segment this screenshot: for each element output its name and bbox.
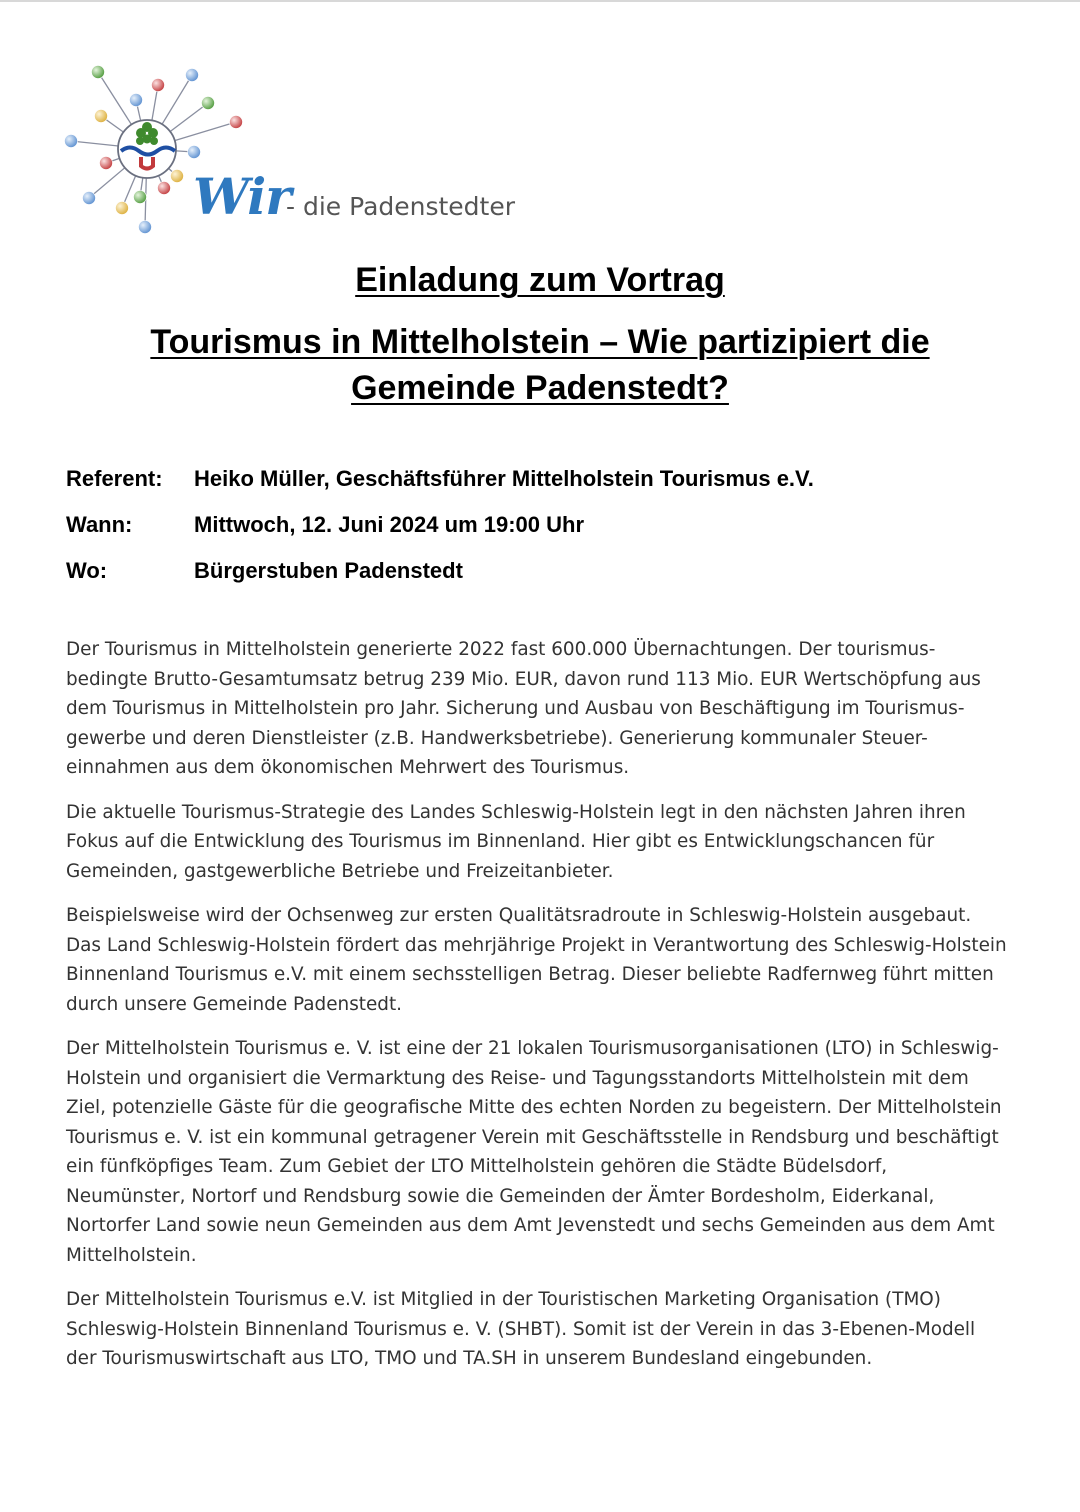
text-line: Der Mittelholstein Tourismus e.V. ist Mitglied in der Touristischen Marketing Organisation (TMO) (66, 1289, 941, 1310)
detail-label: Referent: (66, 466, 163, 491)
logo-tagline: - die Padenstedter (286, 192, 516, 221)
text-line: Das Land Schleswig-Holstein fördert das mehrjährige Projekt in Verantwortung des Schleswig-Holstein (66, 934, 1007, 956)
detail-label: Wann: (66, 512, 133, 537)
detail-row-speaker (66, 456, 1026, 502)
text-line: Die aktuelle Tourismus-Strategie des Landes Schleswig-Holstein legt in den nächsten Jahren ihren (66, 801, 966, 823)
talk-title-line-1: Tourismus in Mittelholstein – Wie partizipiert die (150, 323, 930, 361)
text-line: Fokus auf die Entwicklung des Tourismus im Binnenland. Hier gibt es Entwicklungschancen für (66, 831, 935, 852)
detail-value: Mittwoch, 12. Juni 2024 um 19:00 Uhr (194, 512, 585, 537)
text-line: Der Tourismus in Mittelholstein generierte 2022 fast 600.000 Übernachtungen. Der tourismus- (66, 639, 936, 660)
detail-value: Bürgerstuben Padenstedt (194, 558, 463, 583)
text-line: Beispielsweise wird der Ochsenweg zur ersten Qualitätsradroute in Schleswig-Holstein ausgebaut. (66, 905, 972, 926)
invitation-heading: Einladung zum Vortrag (355, 261, 725, 299)
detail-row-when (66, 502, 1026, 548)
logo (60, 60, 530, 245)
paragraph-1 (66, 635, 1021, 783)
text-line: der Tourismuswirtschaft aus LTO, TMO und TA.SH in unserem Bundesland eingebunden. (66, 1348, 873, 1369)
text-line: einnahmen aus dem ökonomischen Mehrwert des Tourismus. (66, 757, 630, 778)
talk-title-line-2: Gemeinde Padenstedt? (351, 369, 729, 407)
paragraph-2 (66, 798, 1021, 887)
logo-wordmark: Wir (193, 167, 291, 226)
text-line: Tourismus e. V. ist ein kommunal getragener Verein mit Geschäftsstelle in Rendsburg und beschäftigt (66, 1126, 999, 1148)
text-line: Gemeinden, gastgewerbliche Betriebe und Freizeitanbieter. (66, 860, 614, 882)
text-line: ein fünfköpfiges Team. Zum Gebiet der LTO Mittelholstein gehören die Städte Büdelsdorf, (66, 1156, 888, 1177)
text-line: bedingte Brutto-Gesamtumsatz betrug 239 Mio. EUR, davon rund 113 Mio. EUR Wertschöpfung aus (66, 668, 981, 690)
detail-value: Heiko Müller, Geschäftsführer Mittelholstein Tourismus e.V. (194, 466, 814, 491)
body-text (66, 635, 1021, 1389)
text-line: Mittelholstein. (66, 1244, 197, 1266)
text-line: Holstein und organisiert die Vermarktung des Reise- und Tagungsstandorts Mittelholstein mit dem (66, 1067, 969, 1089)
text-line: Binnenland Tourismus e.V. mit einem sechsstelligen Betrag. Dieser beliebte Radfernweg führt mitten (66, 964, 994, 985)
text-line: durch unsere Gemeinde Padenstedt. (66, 993, 403, 1015)
detail-row-where (66, 548, 1026, 594)
talk-title (80, 319, 1000, 411)
text-line: gewerbe und deren Dienstleister (z.B. Handwerksbetriebe). Generierung kommunaler Steuer- (66, 727, 928, 749)
text-line: Ziel, potenzielle Gäste für die geografische Mitte des echten Norden zu begeistern. Der Mittelholstein (66, 1097, 1002, 1118)
paragraph-4 (66, 1034, 1021, 1270)
text-line: Nortorfer Land sowie neun Gemeinden aus dem Amt Jevenstedt und sechs Gemeinden aus dem Amt (66, 1215, 995, 1236)
text-line: Neumünster, Nortorf und Rendsburg sowie die Gemeinden der Ämter Bordesholm, Eiderkanal, (66, 1185, 935, 1207)
text-line: Schleswig-Holstein Binnenland Tourismus e. V. (SHBT). Somit ist der Verein in das 3-Ebenen-Modell (66, 1318, 976, 1340)
paragraph-5 (66, 1285, 1021, 1374)
event-details (66, 456, 1026, 594)
top-divider (0, 0, 1080, 2)
text-line: Der Mittelholstein Tourismus e. V. ist eine der 21 lokalen Tourismusorganisationen (LTO) in Schleswig- (66, 1038, 999, 1059)
detail-label: Wo: (66, 558, 108, 583)
paragraph-3 (66, 901, 1021, 1019)
text-line: dem Tourismus in Mittelholstein pro Jahr. Sicherung und Ausbau von Beschäftigung im Tourismus- (66, 698, 965, 719)
